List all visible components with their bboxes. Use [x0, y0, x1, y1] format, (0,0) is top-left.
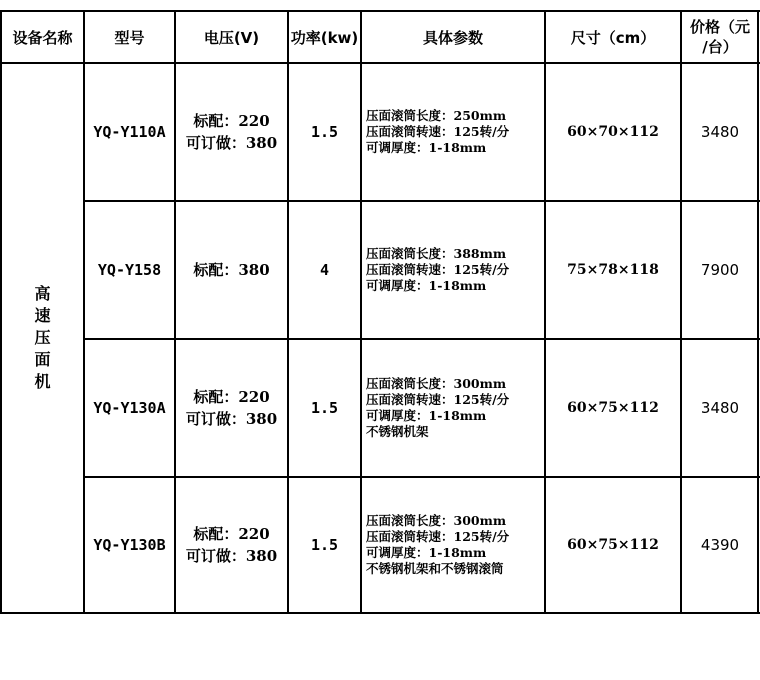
param-line: 可调厚度：1-18mm — [366, 408, 487, 423]
param-line: 可调厚度：1-18mm — [366, 140, 487, 155]
row3-model: YQ-Y130A — [93, 399, 166, 417]
param-line: 压面滚筒长度：388mm — [366, 246, 507, 261]
grid-line — [83, 476, 760, 478]
grid-line — [83, 10, 85, 614]
row3-params — [362, 340, 544, 476]
grid-line — [0, 10, 760, 12]
row3-power: 1.5 — [310, 399, 339, 417]
grid-line — [174, 10, 176, 614]
header-name: 设备名称 — [12, 28, 73, 47]
category-char: 面 — [34, 350, 51, 369]
row2-voltage — [176, 202, 287, 338]
row3-size: 60×75×112 — [567, 400, 659, 416]
row2-params — [362, 202, 544, 338]
param-line: 压面滚筒转速：125转/分 — [366, 529, 510, 544]
row2-size: 75×78×118 — [567, 262, 659, 278]
row2-power: 4 — [319, 261, 330, 279]
row1-voltage — [176, 64, 287, 200]
grid-line — [83, 338, 760, 340]
header-params: 具体参数 — [422, 28, 483, 47]
param-line: 不锈钢机架 — [366, 424, 429, 439]
voltage-line: 可订做：380 — [185, 547, 278, 565]
param-line: 压面滚筒转速：125转/分 — [366, 392, 510, 407]
grid-line — [0, 62, 760, 64]
row3-price: 3480 — [700, 399, 740, 417]
grid-line — [0, 10, 2, 614]
voltage-line: 可订做：380 — [185, 134, 278, 152]
voltage-line: 标配：220 — [193, 388, 270, 406]
row3-voltage — [176, 340, 287, 476]
header-price — [682, 12, 758, 62]
grid-line — [544, 10, 546, 614]
row1-power: 1.5 — [310, 123, 339, 141]
header-price-line1: 价格（元 — [689, 18, 750, 36]
header-size: 尺寸（cm） — [570, 28, 656, 47]
row4-model: YQ-Y130B — [93, 536, 166, 554]
param-line: 压面滚筒长度：250mm — [366, 108, 507, 123]
row1-params — [362, 64, 544, 200]
param-line: 压面滚筒转速：125转/分 — [366, 262, 510, 277]
grid-line — [83, 200, 760, 202]
row4-power: 1.5 — [310, 536, 339, 554]
category-char: 压 — [34, 328, 51, 347]
category-char: 高 — [34, 284, 51, 303]
param-line: 可调厚度：1-18mm — [366, 278, 487, 293]
header-power: 功率(kw) — [290, 28, 359, 47]
grid-line — [360, 10, 362, 614]
param-line: 压面滚筒长度：300mm — [366, 513, 507, 528]
category-cell — [2, 64, 83, 612]
voltage-line: 标配：220 — [193, 525, 270, 543]
grid-line — [0, 612, 760, 614]
grid-line — [680, 10, 682, 614]
header-price-line2: /台） — [702, 38, 738, 56]
voltage-line: 可订做：380 — [185, 410, 278, 428]
grid-line — [287, 10, 289, 614]
row4-price: 4390 — [700, 536, 740, 554]
row4-size: 60×75×112 — [567, 537, 659, 553]
header-voltage: 电压(V) — [203, 28, 260, 47]
row1-price: 3480 — [700, 123, 740, 141]
category-char: 机 — [34, 372, 51, 391]
param-line: 不锈钢机架和不锈钢滚筒 — [366, 561, 504, 576]
voltage-line: 标配：220 — [193, 112, 270, 130]
grid-line — [757, 10, 759, 614]
category-char: 速 — [34, 306, 51, 325]
param-line: 压面滚筒长度：300mm — [366, 376, 507, 391]
row2-price: 7900 — [700, 261, 740, 279]
row4-voltage — [176, 478, 287, 612]
row2-model: YQ-Y158 — [97, 261, 162, 279]
row1-model: YQ-Y110A — [93, 123, 166, 141]
voltage-line: 标配：380 — [193, 261, 270, 279]
row1-size: 60×70×112 — [567, 124, 659, 140]
param-line: 可调厚度：1-18mm — [366, 545, 487, 560]
row4-params — [362, 478, 544, 612]
header-model: 型号 — [114, 28, 145, 47]
param-line: 压面滚筒转速：125转/分 — [366, 124, 510, 139]
